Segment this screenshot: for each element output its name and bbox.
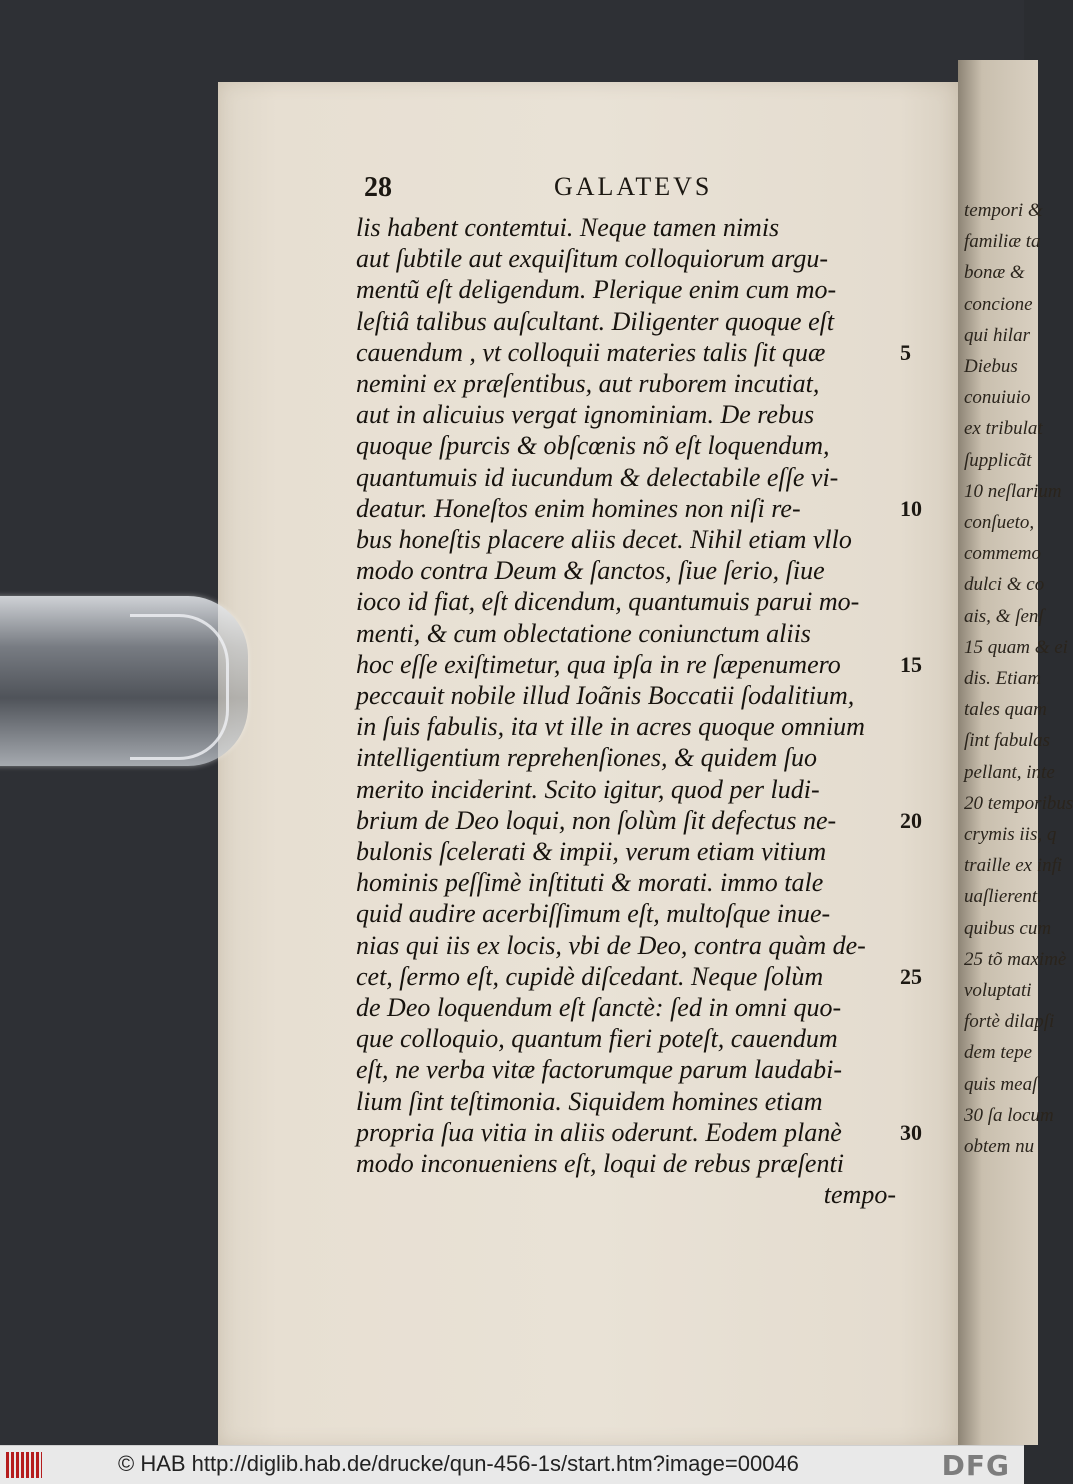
adjacent-page-fragment: tempori &: [964, 200, 1043, 221]
text-line: leſtiâ talibus auſcultant. Diligenter quoque eſt: [356, 306, 835, 336]
page-number: 28: [364, 172, 392, 203]
adjacent-page-fragment: commemo: [964, 543, 1042, 565]
page-header: [364, 172, 894, 208]
adjacent-page-fragment: ſint fabulas: [964, 730, 1051, 752]
adjacent-page-fragment: dem tepe: [964, 1042, 1033, 1064]
text-line: bus honeſtis placere aliis decet. Nihil etiam vllo: [356, 525, 852, 554]
text-line: lis habent contemtui. Neque tamen nimis: [356, 213, 780, 242]
adjacent-page-fragment: voluptati: [964, 980, 1032, 1001]
adjacent-page-fragment: 15 quam & ei: [964, 636, 1068, 658]
adjacent-page-fragment: familiæ ta: [964, 231, 1041, 253]
margin-number: 20: [900, 807, 922, 833]
text-line: bulonis ſcelerati & impii, verum etiam vitium: [356, 837, 827, 866]
adjacent-page-fragment: ais, & ſenſ: [964, 605, 1044, 627]
adjacent-page-fragment: quibus cum: [964, 917, 1052, 939]
catchword: tempo-: [823, 1180, 896, 1210]
library-barcode-icon: [6, 1452, 42, 1478]
adjacent-page-fragment: bonæ &: [964, 262, 1025, 284]
text-line: cauendum , vt colloquii materies talis ſit quæ: [356, 337, 826, 367]
adjacent-page-fragment: ex tribulat: [964, 418, 1043, 440]
text-line: aut ſubtile aut exquiſitum colloquiorum argu-: [356, 244, 829, 274]
margin-number: 10: [900, 495, 922, 521]
text-line: menti, & cum oblectatione coniunctum aliis: [356, 618, 811, 648]
text-line: lium ſint teſtimonia. Siquidem homines etiam: [356, 1086, 823, 1116]
text-line: in ſuis fabulis, ita vt ille in acres quoque omnium: [356, 712, 865, 742]
adjacent-page-fragment: ſupplicãt: [964, 449, 1032, 471]
book-clip: [0, 596, 248, 766]
adjacent-page-fragment: 25 tõ maximè: [964, 948, 1067, 970]
text-line: nias qui iis ex locis, vbi de Deo, contra quàm de-: [356, 930, 866, 960]
text-line: merito inciderint. Scito igitur, quod per ludi-: [356, 774, 820, 804]
margin-number: 25: [900, 963, 922, 989]
text-line: nemini ex præſentibus, aut ruborem incutiat,: [356, 369, 820, 398]
text-line: brium de Deo loqui, non ſolùm ſit defectus ne-: [356, 805, 837, 835]
book-clip-loop: [130, 614, 229, 760]
margin-number: 30: [900, 1119, 922, 1145]
text-line: modo inconueniens eſt, loqui de rebus præſenti: [356, 1149, 844, 1178]
text-line: eſt, ne verba vitæ factorumque parum laudabi-: [356, 1055, 842, 1085]
text-line: modo contra Deum & ſanctos, ſiue ſerio, ſiue: [356, 556, 825, 586]
text-line: hoc eſſe exiſtimetur, qua ipſa in re ſæpenumero: [356, 649, 841, 679]
adjacent-page-fragment: conuiuio: [964, 387, 1031, 409]
adjacent-page-fragment: pellant, inte: [964, 761, 1055, 783]
adjacent-page-fragment: crymis iis, q: [964, 824, 1057, 845]
text-line: propria ſua vitia in aliis oderunt. Eodem planè: [356, 1117, 842, 1147]
adjacent-page-fragment: conſueto,: [964, 512, 1035, 533]
citation-link[interactable]: © HAB http://diglib.hab.de/drucke/qun-456-1s/start.htm?image=00046: [118, 1451, 799, 1476]
footer-bar: [0, 1445, 1024, 1484]
text-line: deatur. Honeſtos enim homines non niſi re-: [356, 493, 801, 523]
adjacent-page-fragment: tales quam: [964, 699, 1047, 721]
text-line: de Deo loquendum eſt ſanctè: ſed in omni quo-: [356, 993, 842, 1022]
text-line: que colloquio, quantum fieri poteſt, cauendum: [356, 1024, 838, 1054]
text-line: aut in alicuius vergat ignominiam. De rebus: [356, 400, 815, 430]
adjacent-page-fragment: traille ex infi: [964, 855, 1063, 877]
adjacent-page-edge: [958, 60, 1073, 1445]
running-head: GALATEVS: [554, 172, 713, 201]
text-line: intelligentium reprehenſiones, & quidem ſuo: [356, 743, 817, 773]
adjacent-page-fragment: concione: [964, 293, 1033, 315]
adjacent-page-fragment: uaſlierent.: [964, 886, 1042, 908]
text-line: peccauit nobile illud Ioãnis Boccatii ſodalitium,: [356, 681, 855, 710]
adjacent-page-fragment: dulci & co: [964, 574, 1045, 596]
text-line: quid audire acerbiſſimum eſt, multoſque inue-: [356, 899, 831, 929]
text-line: quoque ſpurcis & obſcœnis nõ eſt loquendum,: [356, 431, 830, 461]
adjacent-page-fragment: quis meaſ: [964, 1073, 1038, 1095]
text-line: cet, ſermo eſt, cupidè diſcedant. Neque ſolùm: [356, 961, 824, 991]
adjacent-page-fragment: dis. Etiam: [964, 668, 1042, 689]
adjacent-page-fragment: qui hilar: [964, 324, 1030, 346]
adjacent-page-fragment: Diebus: [964, 356, 1018, 377]
text-line: mentũ eſt deligendum. Plerique enim cum mo-: [356, 275, 837, 305]
dfg-logo: DFG: [941, 1449, 1010, 1482]
adjacent-page-fragment: obtem nu: [964, 1136, 1035, 1157]
text-line: ioco id fiat, eſt dicendum, quantumuis parui mo-: [356, 587, 860, 617]
text-line: quantumuis id iucundum & delectabile eſſe vi-: [356, 462, 839, 492]
margin-number: 15: [900, 651, 922, 677]
adjacent-page-fragment: 20 temporibus: [964, 792, 1073, 814]
adjacent-page-fragment: fortè dilapſi: [964, 1011, 1055, 1033]
text-line: hominis peſſimè inſtituti & morati. immo tale: [356, 868, 824, 898]
adjacent-page-fragment: 30 ſa locum: [964, 1104, 1054, 1126]
margin-number: 5: [900, 339, 911, 365]
adjacent-page-fragment: 10 neſlarium: [964, 480, 1062, 502]
